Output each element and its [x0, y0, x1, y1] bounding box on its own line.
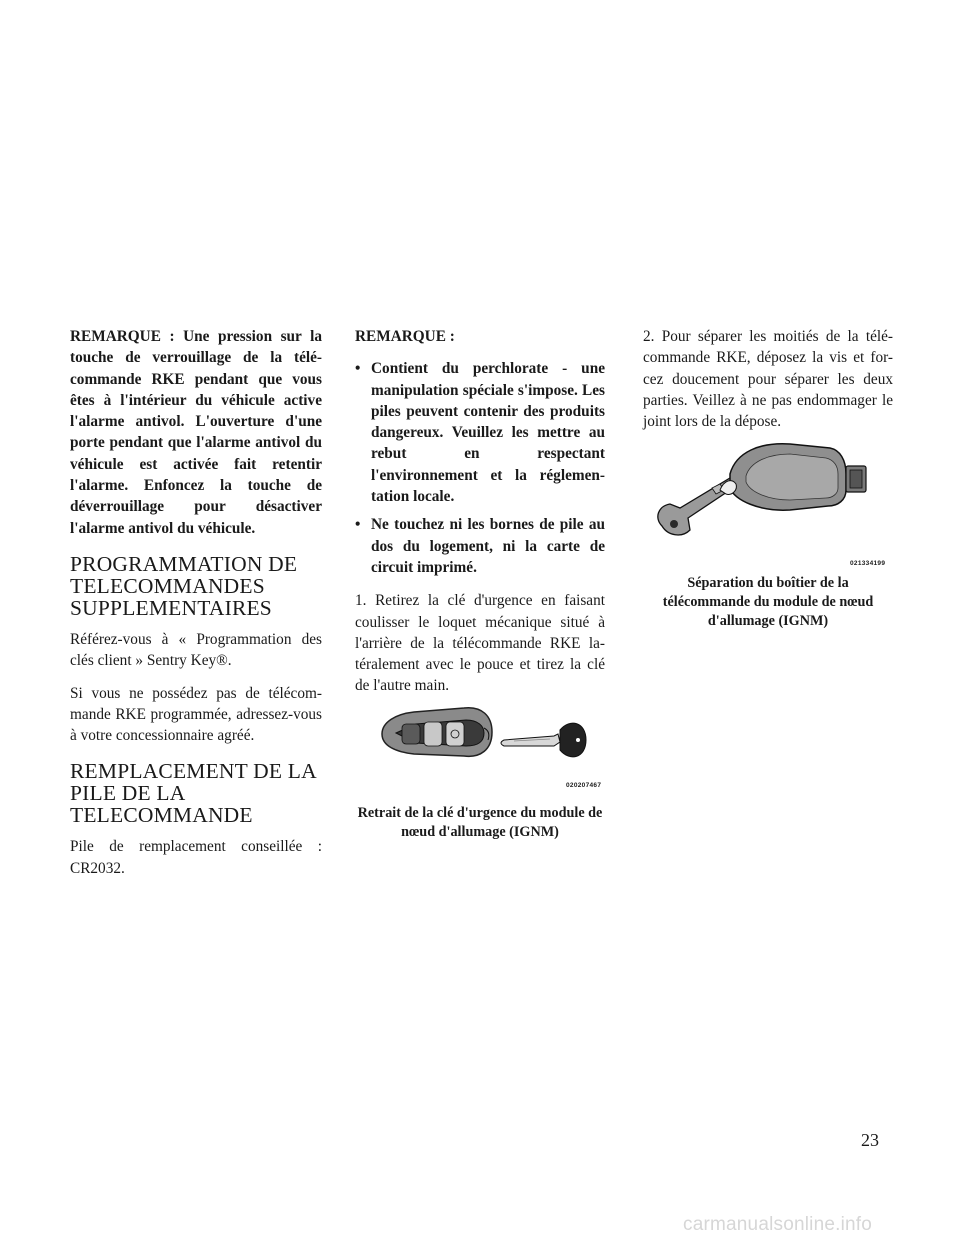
- figure-case-separation: [650, 438, 890, 568]
- bullet-text-terminals: Ne touchez ni les bornes de pile au dos du logement, ni la carte de circuit imprimé.: [371, 516, 605, 576]
- step-2: 2. Pour séparer les moitiés de la télé-commande RKE, déposez la vis et for-cez doucement pour séparer les deux parties. Veillez à ne pas endommager le joint lors de la dépose.: [643, 328, 893, 431]
- fob-case-illustration: [650, 438, 890, 556]
- figure-caption-emergency-key: Retrait de la clé d'urgence du module de nœud d'allumage (IGNM): [357, 805, 603, 840]
- paragraph-reference: Référez-vous à « Programmation des clés client » Sentry Key®.: [70, 630, 322, 670]
- bullet-icon: •: [355, 360, 361, 378]
- heading-remplacement-pile: REMPLACEMENT DE LA PILE DE LA TELECOMMANDE: [70, 759, 316, 828]
- figure-caption-case-separation: Séparation du boîtier de la télécommande du module de nœud d'allumage (IGNM): [662, 575, 874, 629]
- paragraph-dealer: Si vous ne possédez pas de télécom-mande RKE programmée, adressez-vous à votre concessionnaire agréé.: [70, 684, 322, 745]
- column-left: [70, 326, 322, 890]
- step-1: 1. Retirez la clé d'urgence en faisant coulisser le loquet mécanique situé à l'arrière de la télécommande RKE la-téralement avec le pouce et tirez la clé de l'autre main.: [355, 592, 605, 695]
- figure-code: 020207467: [566, 782, 602, 789]
- bullet-text-perchlorate: Contient du perchlorate - une manipulation spéciale s'impose. Les piles peuvent contenir des produits dangereux. Veuillez les mettre au rebut en respectant l'environnement et la réglemen-tation locale.: [371, 360, 605, 506]
- paragraph-battery-type: Pile de remplacement conseillée : CR2032.: [70, 838, 322, 877]
- key-fob-illustration: [374, 700, 604, 780]
- remark-label: REMARQUE :: [355, 328, 455, 345]
- column-middle: [355, 326, 605, 708]
- remark-alarm: REMARQUE : Une pression sur la touche de verrouillage de la télé-commande RKE pendant que vous êtes à l'intérieur du véhicule active l'alarme antivol. L'ouverture d'une porte pendant que l'alarme antivol du véhicule est activée fait retentir l'alarme. Enfoncez la touche de déverrouillage pour désactiver l'alarme antivol du véhicule.: [70, 328, 322, 537]
- remark-bullet-list: [355, 358, 605, 578]
- watermark: carmanualsonline.info: [683, 1214, 873, 1235]
- list-item: [355, 358, 605, 507]
- figure-emergency-key: [374, 700, 604, 790]
- bullet-icon: •: [355, 516, 361, 534]
- page-number: 23: [861, 1130, 879, 1150]
- column-right: [643, 326, 893, 443]
- figure-code: 021334199: [850, 560, 886, 567]
- list-item: [355, 514, 605, 578]
- heading-programmation: PROGRAMMATION DE TELECOMMANDES SUPPLEMENTAIRES: [70, 551, 298, 620]
